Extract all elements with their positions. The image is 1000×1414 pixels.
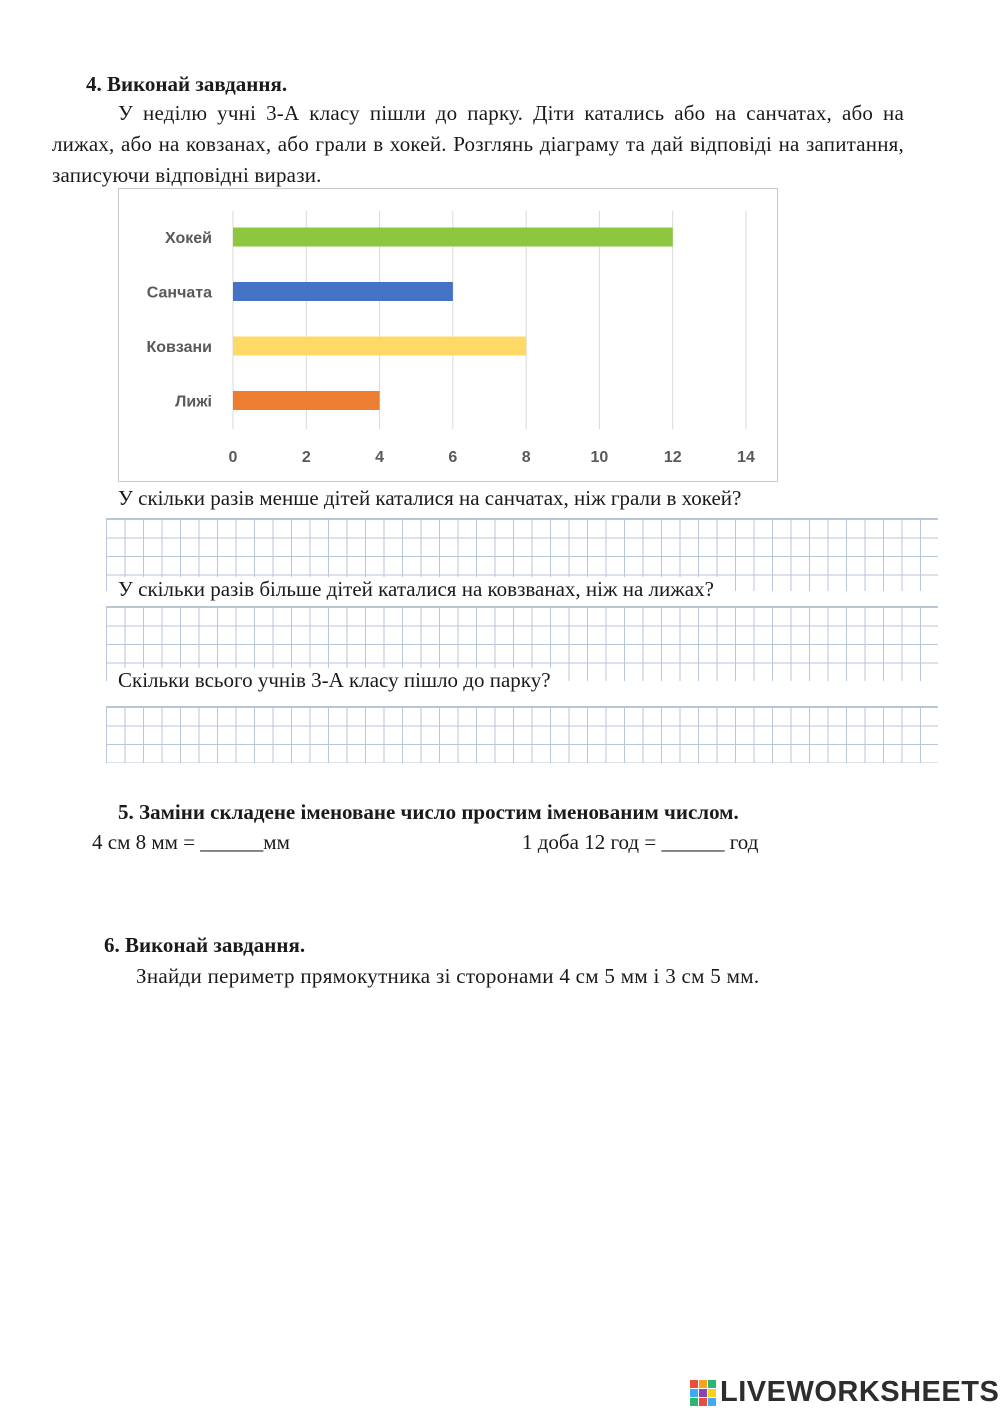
task6-title: 6. Виконай завдання.: [104, 933, 306, 957]
x-tick-label: 8: [521, 449, 531, 466]
task6-description: Знайди периметр прямокутника зі сторонами 4 см 5 мм і 3 см 5 мм.: [136, 964, 760, 988]
x-tick-label: 10: [590, 449, 609, 466]
category-label: Ковзани: [146, 339, 212, 356]
liveworksheets-logo-icon: [690, 1380, 716, 1406]
category-label: Хокей: [165, 230, 212, 247]
liveworksheets-logo: [690, 1376, 999, 1409]
logo-tile: [708, 1380, 716, 1388]
bar-chart: [118, 188, 778, 482]
question-2: У скільки разів більше дітей каталися на ковзванах, ніж на лижах?: [118, 577, 720, 602]
logo-tile: [690, 1389, 698, 1397]
question-3: Скільки всього учнів 3-А класу пішло до парку?: [118, 668, 557, 693]
x-tick-label: 6: [448, 449, 458, 466]
brand-name: LIVEWORKSHEETS: [720, 1376, 1000, 1408]
x-tick-label: 14: [737, 449, 755, 466]
bar-4: [233, 391, 380, 410]
task5-left-expression: 4 см 8 мм = ______мм: [92, 830, 290, 854]
logo-tile: [699, 1398, 707, 1406]
chart-svg: [119, 189, 777, 481]
logo-tile: [708, 1389, 716, 1397]
logo-tile: [699, 1389, 707, 1397]
logo-tile: [699, 1380, 707, 1388]
category-label: Лижі: [175, 393, 212, 411]
question-1: У скільки разів менше дітей каталися на санчатах, ніж грали в хокей?: [118, 486, 742, 510]
x-tick-label: 4: [375, 449, 385, 466]
logo-tile: [690, 1398, 698, 1406]
bar-2: [233, 282, 453, 301]
bar-1: [233, 228, 673, 247]
category-label: Санчата: [146, 284, 212, 302]
logo-tile: [708, 1398, 716, 1406]
x-tick-label: 12: [663, 449, 682, 466]
x-tick-label: 2: [301, 449, 311, 466]
task5-title: 5. Заміни складене іменоване число простим іменованим числом.: [118, 800, 739, 824]
task4-description: У неділю учні 3-А класу пішли до парку. Діти катались або на санчатах, або на лижах, або на ковзанах, або грали в хокей. Розглянь діаграму та дай відповіді на запитання, записуючи відповідні вирази.: [52, 101, 904, 187]
task5-right-expression: 1 доба 12 год = ______ год: [522, 830, 759, 854]
answer-grid-3[interactable]: [106, 706, 938, 763]
bar-3: [233, 337, 526, 356]
logo-tile: [690, 1380, 698, 1388]
x-tick-label: 0: [228, 449, 238, 466]
task4-title: 4. Виконай завдання.: [86, 72, 288, 96]
